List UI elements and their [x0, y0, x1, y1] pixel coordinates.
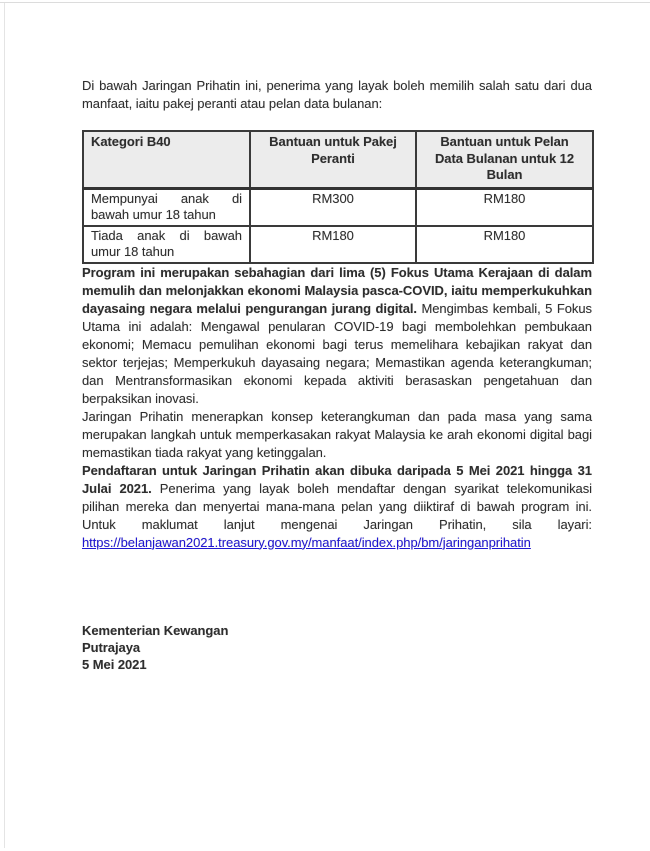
- row2-device-aid-value: RM180: [250, 226, 416, 263]
- table-row: [83, 226, 593, 263]
- signoff-ministry: Kementerian Kewangan: [82, 622, 229, 638]
- focus-paragraph-bold: Program ini merupakan sebahagian dari lima (5) Fokus Utama Kerajaan di dalam memulih dan melonjakkan ekonomi Malaysia pasca-COVID, iaitu memperkukuhkan dayasaing negara melalui pengurangan jurang digital.: [82, 264, 592, 316]
- signoff-city: Putrajaya: [82, 639, 141, 655]
- registration-paragraph: [82, 462, 592, 552]
- signoff-date: 5 Mei 2021: [82, 656, 147, 672]
- signoff-block: [82, 622, 592, 673]
- document-content: [82, 0, 592, 673]
- focus-paragraph: [82, 264, 592, 408]
- header-bantuan-pakej-peranti: [250, 131, 416, 188]
- benefits-table: [82, 130, 594, 264]
- header-kategori-b40-label: Kategori B40: [91, 134, 171, 149]
- header-bantuan-pakej-peranti-label: Bantuan untuk Pakej Peranti: [269, 134, 397, 166]
- header-bantuan-pelan-data: [416, 131, 593, 188]
- row1-data-plan-aid-value: RM180: [416, 188, 593, 226]
- row2-category: Tiada anak di bawah umur 18 tahun: [83, 226, 250, 263]
- registration-link[interactable]: https://belanjawan2021.treasury.gov.my/manfaat/index.php/bm/jaringanprihatin: [82, 534, 531, 550]
- row1-category: Mempunyai anak di bawah umur 18 tahun: [83, 188, 250, 226]
- page-edge-left: [4, 3, 5, 848]
- header-kategori-b40: [83, 131, 250, 188]
- table-row: [83, 188, 593, 226]
- row2-data-plan-aid-value: RM180: [416, 226, 593, 263]
- row1-device-aid-value: RM300: [250, 188, 416, 226]
- intro-paragraph: Di bawah Jaringan Prihatin ini, penerima yang layak boleh memilih salah satu dari dua manfaat, iaitu pakej peranti atau pelan data bulanan:: [82, 78, 592, 111]
- registration-paragraph-bold: Pendaftaran untuk Jaringan Prihatin akan dibuka daripada 5 Mei 2021 hingga 31 Julai 2021.: [82, 462, 592, 496]
- table-header-row: [83, 131, 593, 188]
- focus-paragraph-rest: Mengimbas kembali, 5 Fokus Utama ini adalah: Mengawal penularan COVID-19 bagi membolehkan pembukaan ekonomi; Memacu pemulihan ekonomi bagi terus memelihara kebajikan rakyat dan sektor terjejas; Memperkukuh dayasaing negara; Memastikan agenda keterangkuman; dan Mentransformasikan ekonomi kepada aktiviti berasaskan pengetahuan dan berpaksikan inovasi.: [82, 300, 592, 406]
- header-bantuan-pelan-data-label: Bantuan untuk Pelan Data Bulanan untuk 12 Bulan: [434, 134, 575, 182]
- inclusion-paragraph: Jaringan Prihatin menerapkan konsep keterangkuman dan pada masa yang sama merupakan langkah untuk memperkasakan rakyat Malaysia ke arah ekonomi digital bagi memastikan tiada rakyat yang ketinggalan.: [82, 408, 592, 460]
- registration-paragraph-rest: Penerima yang layak boleh mendaftar dengan syarikat telekomunikasi pilihan mereka dan menyertai mana-mana pelan yang diiktiraf di bawah program ini. Untuk maklumat lanjut mengenai Jaringan Prihatin, sila layari:: [82, 480, 593, 532]
